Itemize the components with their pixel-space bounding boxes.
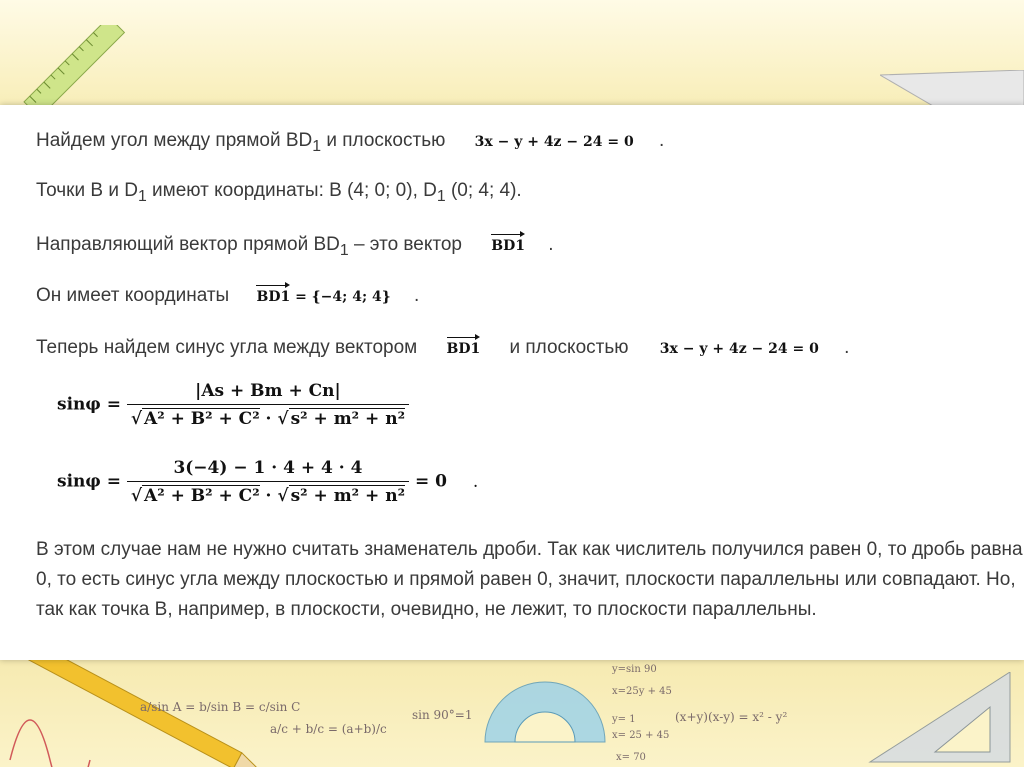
- vector-bd1: BD1: [256, 283, 290, 305]
- formula-sine-general: [57, 381, 409, 429]
- dot: .: [548, 234, 554, 255]
- plane-equation: 3x − y + 4z − 24 = 0: [474, 134, 634, 150]
- line-2: [36, 180, 522, 206]
- dot-operator: ·: [259, 409, 278, 429]
- dot-operator: ·: [259, 486, 278, 506]
- subscript: 1: [436, 187, 446, 205]
- sqrt-smn: s² + m² + n²: [290, 486, 406, 506]
- dot: .: [472, 471, 479, 492]
- formula-lhs: sinφ =: [57, 471, 121, 492]
- sqrt-abc: A² + B² + C²: [144, 409, 260, 429]
- line-3-text-2: – это вектор: [348, 234, 463, 255]
- triangle-icon: [860, 672, 1024, 767]
- plane-equation: 3x − y + 4z − 24 = 0: [659, 341, 819, 357]
- line-2-text-2: имеют координаты: В (4; 0; 0), D: [146, 180, 437, 201]
- line-1: [36, 130, 664, 156]
- line-4: [36, 283, 419, 307]
- decor-formula: x=25y + 45: [612, 686, 672, 697]
- decor-formula: a/c + b/c = (a+b)/c: [270, 722, 387, 736]
- dot: .: [414, 285, 420, 306]
- protractor-icon: [480, 672, 610, 752]
- sqrt-abc: A² + B² + C²: [144, 486, 260, 506]
- sqrt-smn: s² + m² + n²: [290, 409, 406, 429]
- vector-bd1: BD1: [447, 335, 481, 357]
- decor-formula: a/sin A = b/sin B = c/sin C: [140, 700, 301, 714]
- line-1-text-2: и плоскостью: [321, 130, 446, 151]
- line-5-text: Теперь найдем синус угла между вектором: [36, 337, 418, 358]
- vector-bd1: BD1: [491, 232, 525, 254]
- set-square-icon: [880, 70, 1024, 110]
- formula-lhs: sinφ =: [57, 394, 121, 415]
- line-3-text: Направляющий вектор прямой BD: [36, 234, 340, 255]
- line-3: [36, 232, 554, 260]
- decor-formula: x= 25 + 45: [612, 730, 670, 741]
- subscript: 1: [137, 187, 147, 205]
- decor-formula: y=sin 90: [612, 664, 657, 675]
- dot: .: [844, 337, 850, 358]
- decor-formula: x= 70: [616, 752, 646, 763]
- subscript: 1: [339, 241, 349, 259]
- formula-sine-value: [57, 458, 478, 506]
- decor-formula: (x+y)(x-y) = x² - y²: [675, 710, 788, 724]
- fraction-denominator: √ A² + B² + C² · √ s² + m² + n²: [130, 409, 406, 429]
- line-2-text-3: (0; 4; 4).: [445, 180, 522, 201]
- ruler-icon: [15, 25, 125, 110]
- decor-formula: sin 90°=1: [412, 708, 473, 722]
- fraction-numerator: |As + Bm + Cn|: [127, 381, 409, 405]
- fraction-denominator: √ A² + B² + C² · √ s² + m² + n²: [130, 486, 406, 506]
- dot: .: [658, 130, 665, 151]
- vector-coordinates: = {−4; 4; 4}: [290, 289, 391, 305]
- conclusion-paragraph: В этом случае нам не нужно считать знаменатель дроби. Так как числитель получился равен 0, то дробь равна 0, то есть синус угла между плоскостью и прямой равен 0, значит, плоскости параллельны или совпадают. Но, так как точка В, например, в плоскости, очевидно, не лежит, то плоскости параллельны.: [36, 539, 1023, 620]
- background-top: [0, 0, 1024, 105]
- line-5: [36, 335, 849, 359]
- fraction: [127, 381, 409, 429]
- fraction: [127, 458, 409, 506]
- subscript: 1: [312, 137, 322, 155]
- line-5-text-2: и плоскостью: [509, 337, 629, 358]
- formula-result: = 0: [414, 471, 447, 492]
- line-2-text: Точки В и D: [36, 180, 138, 201]
- decor-formula: y= 1: [612, 714, 636, 725]
- content-card: [0, 105, 1024, 660]
- line-4-text: Он имеет координаты: [36, 285, 230, 306]
- fraction-numerator: 3(−4) − 1 · 4 + 4 · 4: [127, 458, 409, 482]
- line-1-text: Найдем угол между прямой BD: [36, 130, 313, 151]
